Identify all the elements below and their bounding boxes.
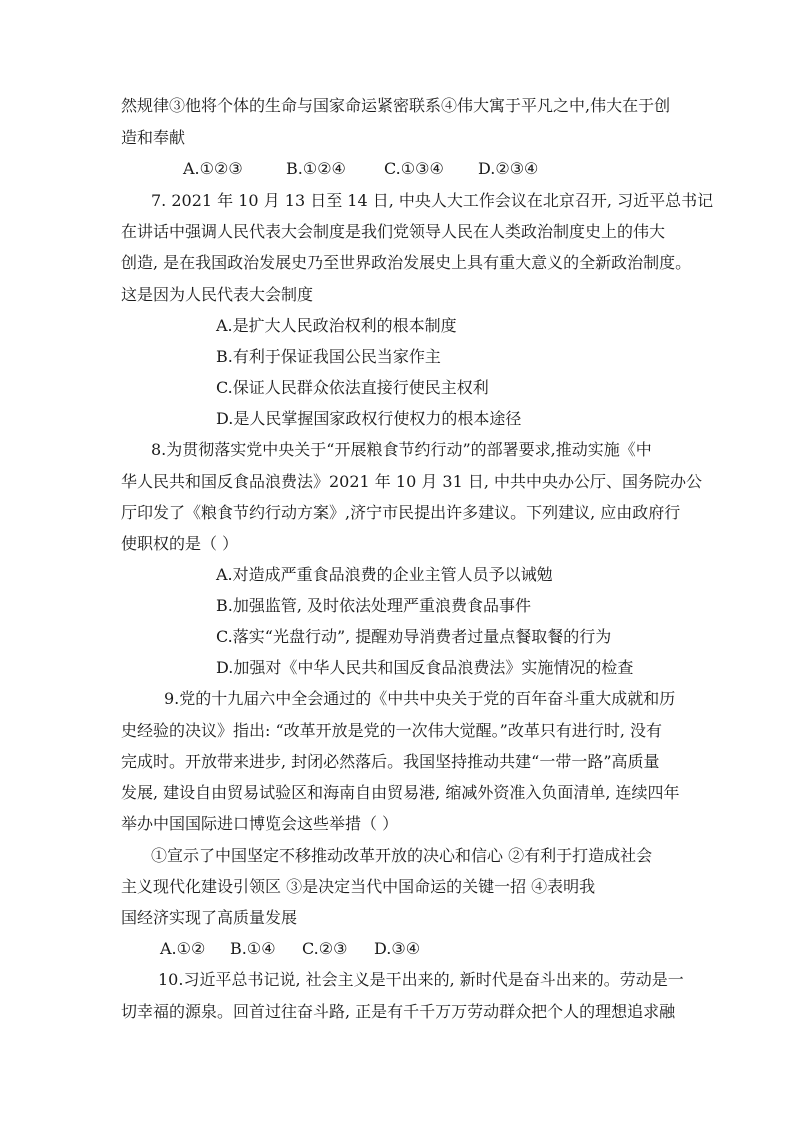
q8-option-d: D.加强对《中华人民共和国反食品浪费法》实施情况的检查 (216, 658, 634, 677)
q7-option-a: A.是扩大人民政治权利的根本制度 (216, 316, 457, 335)
q6-option-b: B.①②④ (286, 159, 346, 178)
q9-line-2: 史经验的决议》指出: “改革开放是党的一次伟大觉醒。”改革只有进行时, 没有 (121, 721, 663, 740)
q9-option-b: B.①④ (230, 939, 276, 958)
q9-line-1: 9.党的十九届六中全会通过的《中共中央关于党的百年奋斗重大成就和历 (164, 689, 676, 708)
q9-option-c: C.②③ (302, 939, 348, 958)
q6-line-2: 造和奉献 (121, 128, 186, 147)
q7-line-1: 7. 2021 年 10 月 13 日至 14 日, 中央人大工作会议在北京召开, 习近平总书记 (151, 191, 714, 210)
q8-line-1: 8.为贯彻落实党中央关于“开展粮食节约行动”的部署要求,推动实施《中 (151, 440, 652, 459)
q6-option-d: D.②③④ (478, 159, 539, 178)
q6-option-c: C.①③④ (384, 159, 444, 178)
q7-option-d: D.是人民掌握国家政权行使权力的根本途径 (216, 409, 522, 428)
q6-option-a: A.①②③ (183, 159, 243, 178)
q8-line-4: 使职权的是（ ） (121, 534, 239, 553)
q9-choice-line-2: 主义现代化建设引领区 ③是决定当代中国命运的关键一招 ④表明我 (121, 877, 596, 896)
q10-line-2: 切幸福的源泉。回首过往奋斗路, 正是有千千万万劳动群众把个人的理想追求融 (121, 1002, 676, 1021)
q6-line-1: 然规律③他将个体的生命与国家命运紧密联系④伟大寓于平凡之中,伟大在于创 (121, 96, 671, 115)
q9-line-5: 举办中国国际进口博览会这些举措（ ） (121, 814, 399, 833)
q10-line-1: 10.习近平总书记说, 社会主义是干出来的, 新时代是奋斗出来的。劳动是一 (158, 970, 684, 989)
q8-option-c: C.落实“光盘行动”, 提醒劝导消费者过量点餐取餐的行为 (216, 627, 612, 646)
q7-line-4: 这是因为人民代表大会制度 (121, 285, 314, 304)
q9-choice-line-3: 国经济实现了高质量发展 (121, 908, 298, 927)
q8-line-3: 厅印发了《粮食节约行动方案》,济宁市民提出许多建议。下列建议, 应由政府行 (121, 503, 681, 522)
q8-option-b: B.加强监管, 及时依法处理严重浪费食品事件 (216, 596, 532, 615)
q7-line-3: 创造, 是在我国政治发展史乃至世界政治发展史上具有重大意义的全新政治制度。 (121, 253, 692, 272)
q9-line-3: 完成时。开放带来进步, 封闭必然落后。我国坚持推动共建“一带一路”高质量 (121, 752, 660, 771)
q7-option-b: B.有利于保证我国公民当家作主 (216, 347, 441, 366)
q9-option-d: D.③④ (374, 939, 421, 958)
q7-option-c: C.保证人民群众依法直接行使民主权利 (216, 378, 489, 397)
q8-option-a: A.对造成严重食品浪费的企业主管人员予以诫勉 (216, 565, 553, 584)
q9-choice-line-1: ①宣示了中国坚定不移推动改革开放的决心和信心 ②有利于打造成社会 (151, 846, 653, 865)
q7-line-2: 在讲话中强调人民代表大会制度是我们党领导人民在人类政治制度史上的伟大 (121, 222, 666, 241)
q8-line-2: 华人民共和国反食品浪费法》2021 年 10 月 31 日, 中共中央办公厅、国务院办公 (121, 472, 703, 491)
q9-line-4: 发展, 建设自由贸易试验区和海南自由贸易港, 缩减外资准入负面清单, 连续四年 (121, 783, 680, 802)
q9-option-a: A.①② (160, 939, 206, 958)
